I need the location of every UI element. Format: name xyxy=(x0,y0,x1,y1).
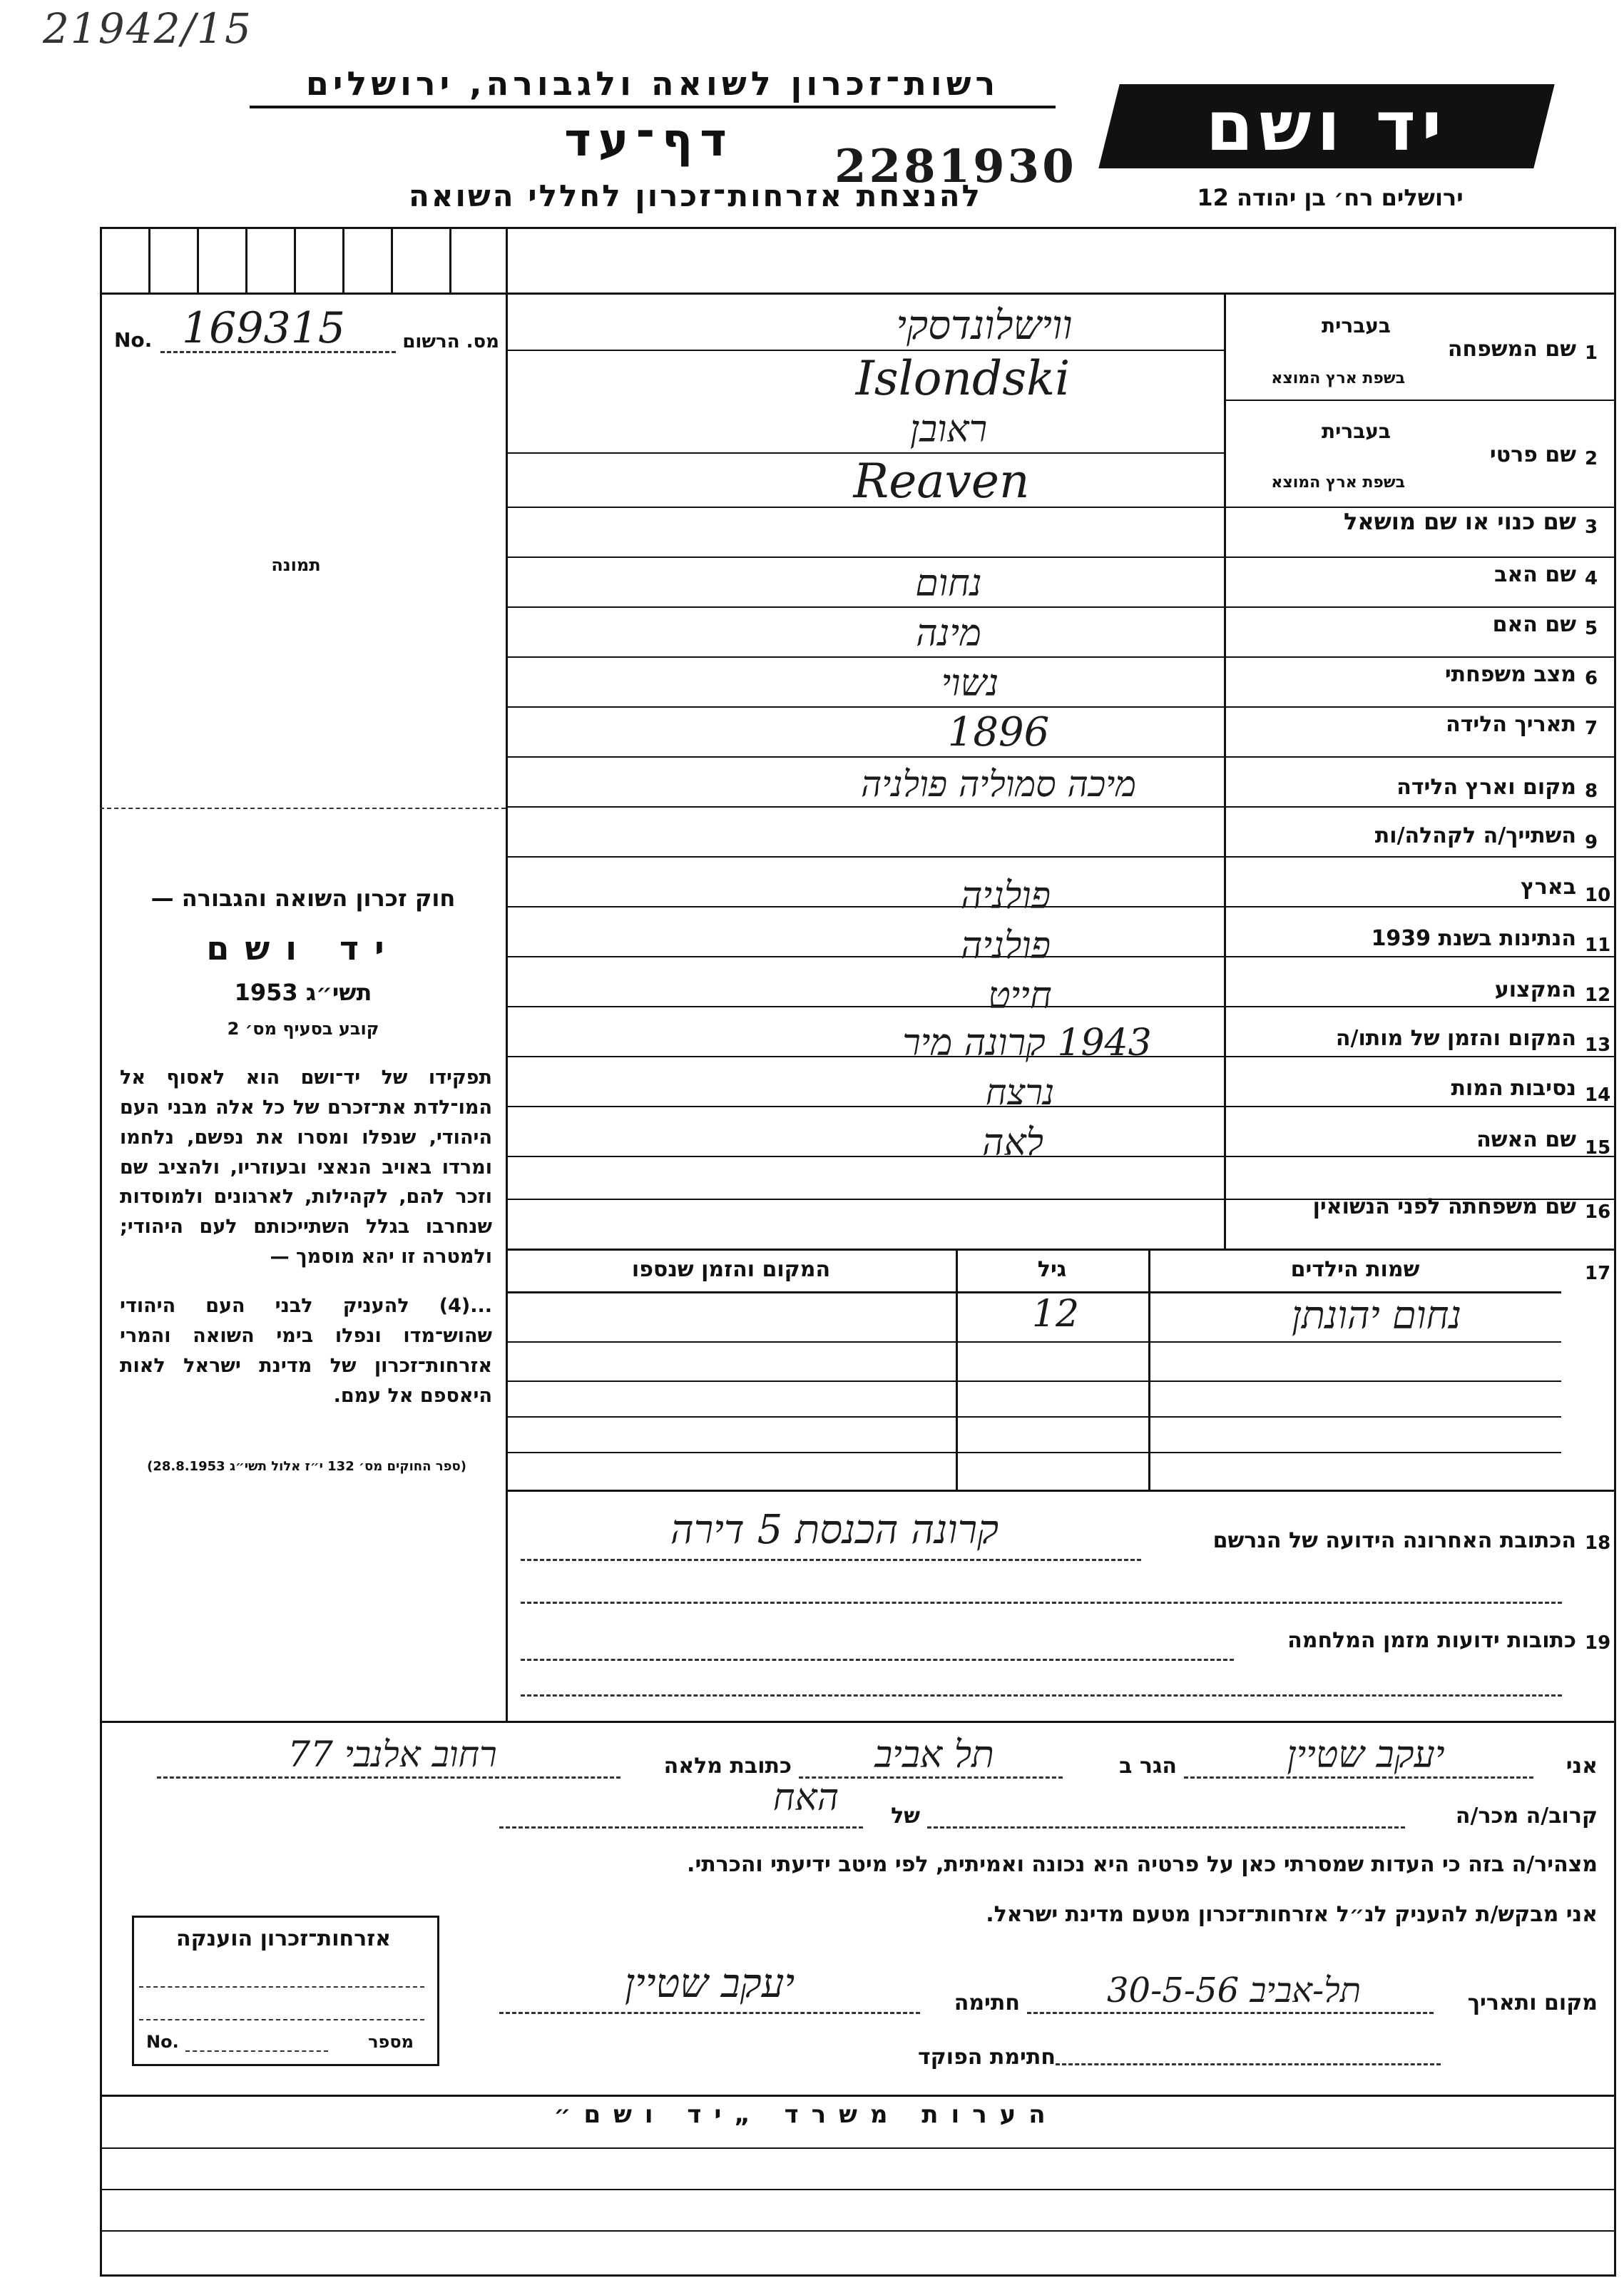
field-2-value-origin: Reaven xyxy=(853,454,1030,509)
field-4-value: נחום xyxy=(915,562,982,605)
law-title: חוק זכרון השואה והגבורה — xyxy=(150,885,456,912)
notes-line xyxy=(100,2189,1616,2190)
header-underline xyxy=(250,106,1056,108)
field-14-value: נרצח xyxy=(985,1072,1055,1113)
award-box-line xyxy=(139,2019,424,2020)
field-14-number: 14 xyxy=(1585,1084,1611,1106)
field-9-number: 9 xyxy=(1585,832,1598,853)
grid-line xyxy=(449,227,451,293)
of-label: של xyxy=(891,1804,920,1829)
field-2-value-hebrew: ראובן xyxy=(909,408,988,451)
field-5-number: 5 xyxy=(1585,618,1598,639)
law-clause: קובע בסעיף מס׳ 2 xyxy=(227,1019,379,1039)
field-2-sub-hebrew: בעברית xyxy=(1321,420,1391,443)
field-10-label: בארץ xyxy=(1520,875,1576,900)
field-8-label: מקום וארץ הלידה xyxy=(1396,775,1576,800)
row-line xyxy=(506,706,1614,708)
field-5-value: מינה xyxy=(916,612,981,655)
section-divider xyxy=(100,1721,1616,1723)
form-title: דף־עד xyxy=(564,114,734,167)
field-2-number: 2 xyxy=(1585,448,1598,469)
field-11-label: הנתינות בשנת 1939 xyxy=(1371,926,1576,951)
full-address-label: כתובת מלאה xyxy=(663,1754,792,1779)
award-number-label: מספר xyxy=(368,2032,414,2052)
field-1-value-origin: Islondski xyxy=(855,351,1071,406)
field-11-number: 11 xyxy=(1585,935,1611,956)
reg-label: מס. הרשום xyxy=(402,331,499,352)
notes-top-line xyxy=(100,2095,1616,2097)
full-address-line xyxy=(157,1776,621,1779)
left-column-divider xyxy=(506,227,508,1722)
field-2-label: שם פרטי xyxy=(1489,442,1576,467)
field-8-value: מיכה סמוליה פולניה xyxy=(861,763,1136,805)
no-label: No. xyxy=(114,328,153,352)
field-12-label: המקצוע xyxy=(1494,977,1576,1002)
signature-label: חתימה xyxy=(954,1990,1020,2015)
relation-line xyxy=(499,1826,863,1829)
law-text-mission: תפקידו של יד־ושם הוא לאסוף אל המו־לדת את־זכרם של כל אלה מבני העם היהודי, שנפלו ומסרו את נפשם, נלחמו ומרדו באויב הנאצי ובעוזריו, ולהציב שם וזכר להם, לקהילות, לארגונים ולמוסדות שנחרבו בגלל השתייכותם לעם היהודי; ולמטרה זו יהא מוסמך — xyxy=(120,1067,492,1268)
corner-scribble: 21942/15 xyxy=(43,4,252,53)
field-6-number: 6 xyxy=(1585,668,1598,689)
row-line xyxy=(506,1249,1614,1251)
row-line xyxy=(506,556,1614,558)
row-line xyxy=(506,606,1614,608)
field-5-label: שם האם xyxy=(1492,612,1576,637)
field-19-line xyxy=(521,1659,1234,1661)
declarant-city: תל אביב xyxy=(874,1734,994,1776)
field-18-label: הכתובת האחרונה הידועה של הנרשם xyxy=(1212,1528,1576,1553)
photo-box-bottom xyxy=(100,808,506,809)
child-1-age: 12 xyxy=(1031,1293,1080,1336)
lives-label: הגר ב xyxy=(1119,1754,1177,1779)
award-number-line xyxy=(185,2050,328,2052)
children-row-line xyxy=(506,1381,1561,1382)
law-name: יד ושם xyxy=(206,929,400,967)
registration-number: 169315 xyxy=(182,303,346,353)
stamp-number: 2281930 xyxy=(834,140,1077,193)
children-col-divider xyxy=(956,1249,958,1491)
relation: האח xyxy=(772,1776,839,1819)
frame-bottom xyxy=(100,2274,1616,2277)
children-row-line xyxy=(506,1416,1561,1418)
field-17-number: 17 xyxy=(1585,1263,1611,1284)
field-10-number: 10 xyxy=(1585,885,1611,906)
field-2-sub-origin: בשפת ארץ המוצא xyxy=(1271,474,1405,492)
field-1-value-hebrew: ווישלונדסקי xyxy=(896,302,1073,349)
declarant-name: יעקב שטיין xyxy=(1287,1734,1445,1776)
field-1-label: שם המשפחה xyxy=(1447,337,1576,362)
row-line xyxy=(506,806,1614,808)
field-12-number: 12 xyxy=(1585,985,1611,1006)
field-1-sub-hebrew: בעברית xyxy=(1321,314,1391,337)
field-9-label: השתייך/ה לקהלה/ות xyxy=(1374,823,1576,848)
field-6-value: נשוי xyxy=(941,662,999,705)
field-15-number: 15 xyxy=(1585,1137,1611,1159)
row-line xyxy=(1224,400,1614,401)
award-box-line xyxy=(139,1986,424,1988)
children-col-age: גיל xyxy=(1037,1257,1067,1282)
field-19-label: כתובות ידועות מזמן המלחמה xyxy=(1287,1628,1576,1653)
grid-line xyxy=(342,227,344,293)
award-no-label: No. xyxy=(146,2032,179,2052)
field-11-value: פולניה xyxy=(961,925,1051,967)
frame-left xyxy=(100,227,102,2277)
signature-line xyxy=(499,2012,920,2014)
children-col-divider xyxy=(1148,1249,1150,1491)
reg-number-line xyxy=(160,351,396,353)
children-col-names: שמות הילדים xyxy=(1290,1257,1420,1282)
award-box-title: אזרחות־זכרון הוענקה xyxy=(175,1926,392,1951)
field-7-label: תאריך הלידה xyxy=(1446,712,1576,737)
field-19-number: 19 xyxy=(1585,1632,1611,1654)
field-15-value: לאה xyxy=(982,1122,1043,1164)
relative-label: קרוב/ה מכר/ה xyxy=(1455,1804,1598,1829)
field-16-number: 16 xyxy=(1585,1201,1611,1223)
field-13-label: המקום והזמן של מותו/ה xyxy=(1335,1026,1576,1051)
field-18-line xyxy=(521,1559,1141,1561)
field-1-number: 1 xyxy=(1585,342,1598,364)
officer-signature-label: חתימת הפוקד xyxy=(918,2045,1056,2070)
field-1-sub-origin: בשפת ארץ המוצא xyxy=(1271,370,1405,387)
notes-line xyxy=(100,2230,1616,2232)
declarant-signature: יעקב שטיין xyxy=(624,1961,795,2007)
law-text-clause-4: ...(4) להעניק לבני העם היהודי שהוש־מדו ונפלו בימי השואה והמרי אזרחות־זכרון של מדינת ישראל לאות היאספם אל עמם. xyxy=(120,1295,492,1407)
field-7-value: 1896 xyxy=(947,709,1050,756)
field-10-value: פולניה xyxy=(961,875,1051,917)
children-row-line xyxy=(506,1341,1561,1343)
form-subtitle: להנצחת אזרחות־זכרון לחללי השואה xyxy=(409,178,982,213)
field-6-label: מצב משפחתי xyxy=(1444,662,1576,687)
grid-line xyxy=(197,227,199,293)
relative-line xyxy=(927,1826,1405,1829)
declaration-i-label: אני xyxy=(1566,1754,1598,1779)
field-3-number: 3 xyxy=(1585,517,1598,538)
full-address: רחוב אלנבי 77 xyxy=(287,1734,497,1775)
place-date-value: תל-אביב 30-5-56 xyxy=(1107,1971,1361,2010)
law-citation: (ספר החוקים מס׳ 132 י״ז אלול תשי״ג 28.8.1953) xyxy=(147,1459,466,1474)
officer-signature-line xyxy=(1056,2063,1441,2065)
photo-label: תמונה xyxy=(271,555,321,575)
children-row-line xyxy=(506,1452,1561,1453)
field-7-number: 7 xyxy=(1585,718,1598,739)
field-13-number: 13 xyxy=(1585,1034,1611,1056)
place-date-line xyxy=(1027,2012,1434,2014)
fields-top xyxy=(506,293,1615,295)
grid-line xyxy=(294,227,296,293)
frame-right xyxy=(1614,227,1616,2277)
field-16-label: שם משפחתה לפני הנשואין xyxy=(1312,1194,1576,1219)
field-15-label: שם האשה xyxy=(1476,1127,1576,1152)
row-line xyxy=(506,856,1614,858)
law-year: תשי״ג 1953 xyxy=(234,979,372,1006)
place-date-label: מקום ותאריך xyxy=(1467,1990,1598,2015)
field-19-line-2 xyxy=(521,1694,1562,1697)
declaration-statement: מצהיר/ה בזה כי העדות שמסרתי כאן על פרטיה היא נכונה ואמיתית, לפי מיטב ידיעתי והכרתי. xyxy=(687,1852,1598,1877)
declarant-line xyxy=(1184,1776,1533,1779)
field-3-label: שם כנוי או שם מושאל xyxy=(1343,508,1576,535)
field-4-label: שם האב xyxy=(1494,562,1576,587)
child-1-name: נחום יהונתן xyxy=(1291,1293,1462,1338)
children-col-place: המקום והזמן שנספו xyxy=(631,1257,831,1282)
grid-line xyxy=(100,293,508,295)
row-line xyxy=(506,756,1614,758)
field-18-line-2 xyxy=(521,1602,1562,1604)
field-4-number: 4 xyxy=(1585,568,1598,589)
children-bottom-line xyxy=(506,1490,1615,1492)
field-13-value: 1943 קרונה מיר xyxy=(902,1022,1152,1064)
grid-line xyxy=(391,227,393,293)
declaration-request: אני מבקש/ת להעניק לנ״ל אזרחות־זכרון מטעם מדינת ישראל. xyxy=(986,1902,1598,1927)
grid-line xyxy=(245,227,247,293)
grid-line xyxy=(148,227,150,293)
institution-name: רשות־זכרון לשואה ולגבורה, ירושלים xyxy=(305,64,1000,103)
frame-top xyxy=(100,227,1616,229)
notes-header: הערות משרד „יד ושם״ xyxy=(553,2100,1058,2129)
field-18-number: 18 xyxy=(1585,1532,1611,1554)
logo-text: יד ושם xyxy=(1205,86,1448,166)
address-line: ירושלים רח׳ בן יהודה 12 xyxy=(1197,184,1464,211)
notes-line xyxy=(100,2147,1616,2149)
field-8-number: 8 xyxy=(1585,781,1598,802)
row-line xyxy=(506,656,1614,658)
field-12-value: חייט xyxy=(988,975,1052,1017)
field-18-value: קרונה הכנסת 5 דירה xyxy=(670,1507,999,1553)
field-14-label: נסיבות המות xyxy=(1451,1076,1576,1101)
